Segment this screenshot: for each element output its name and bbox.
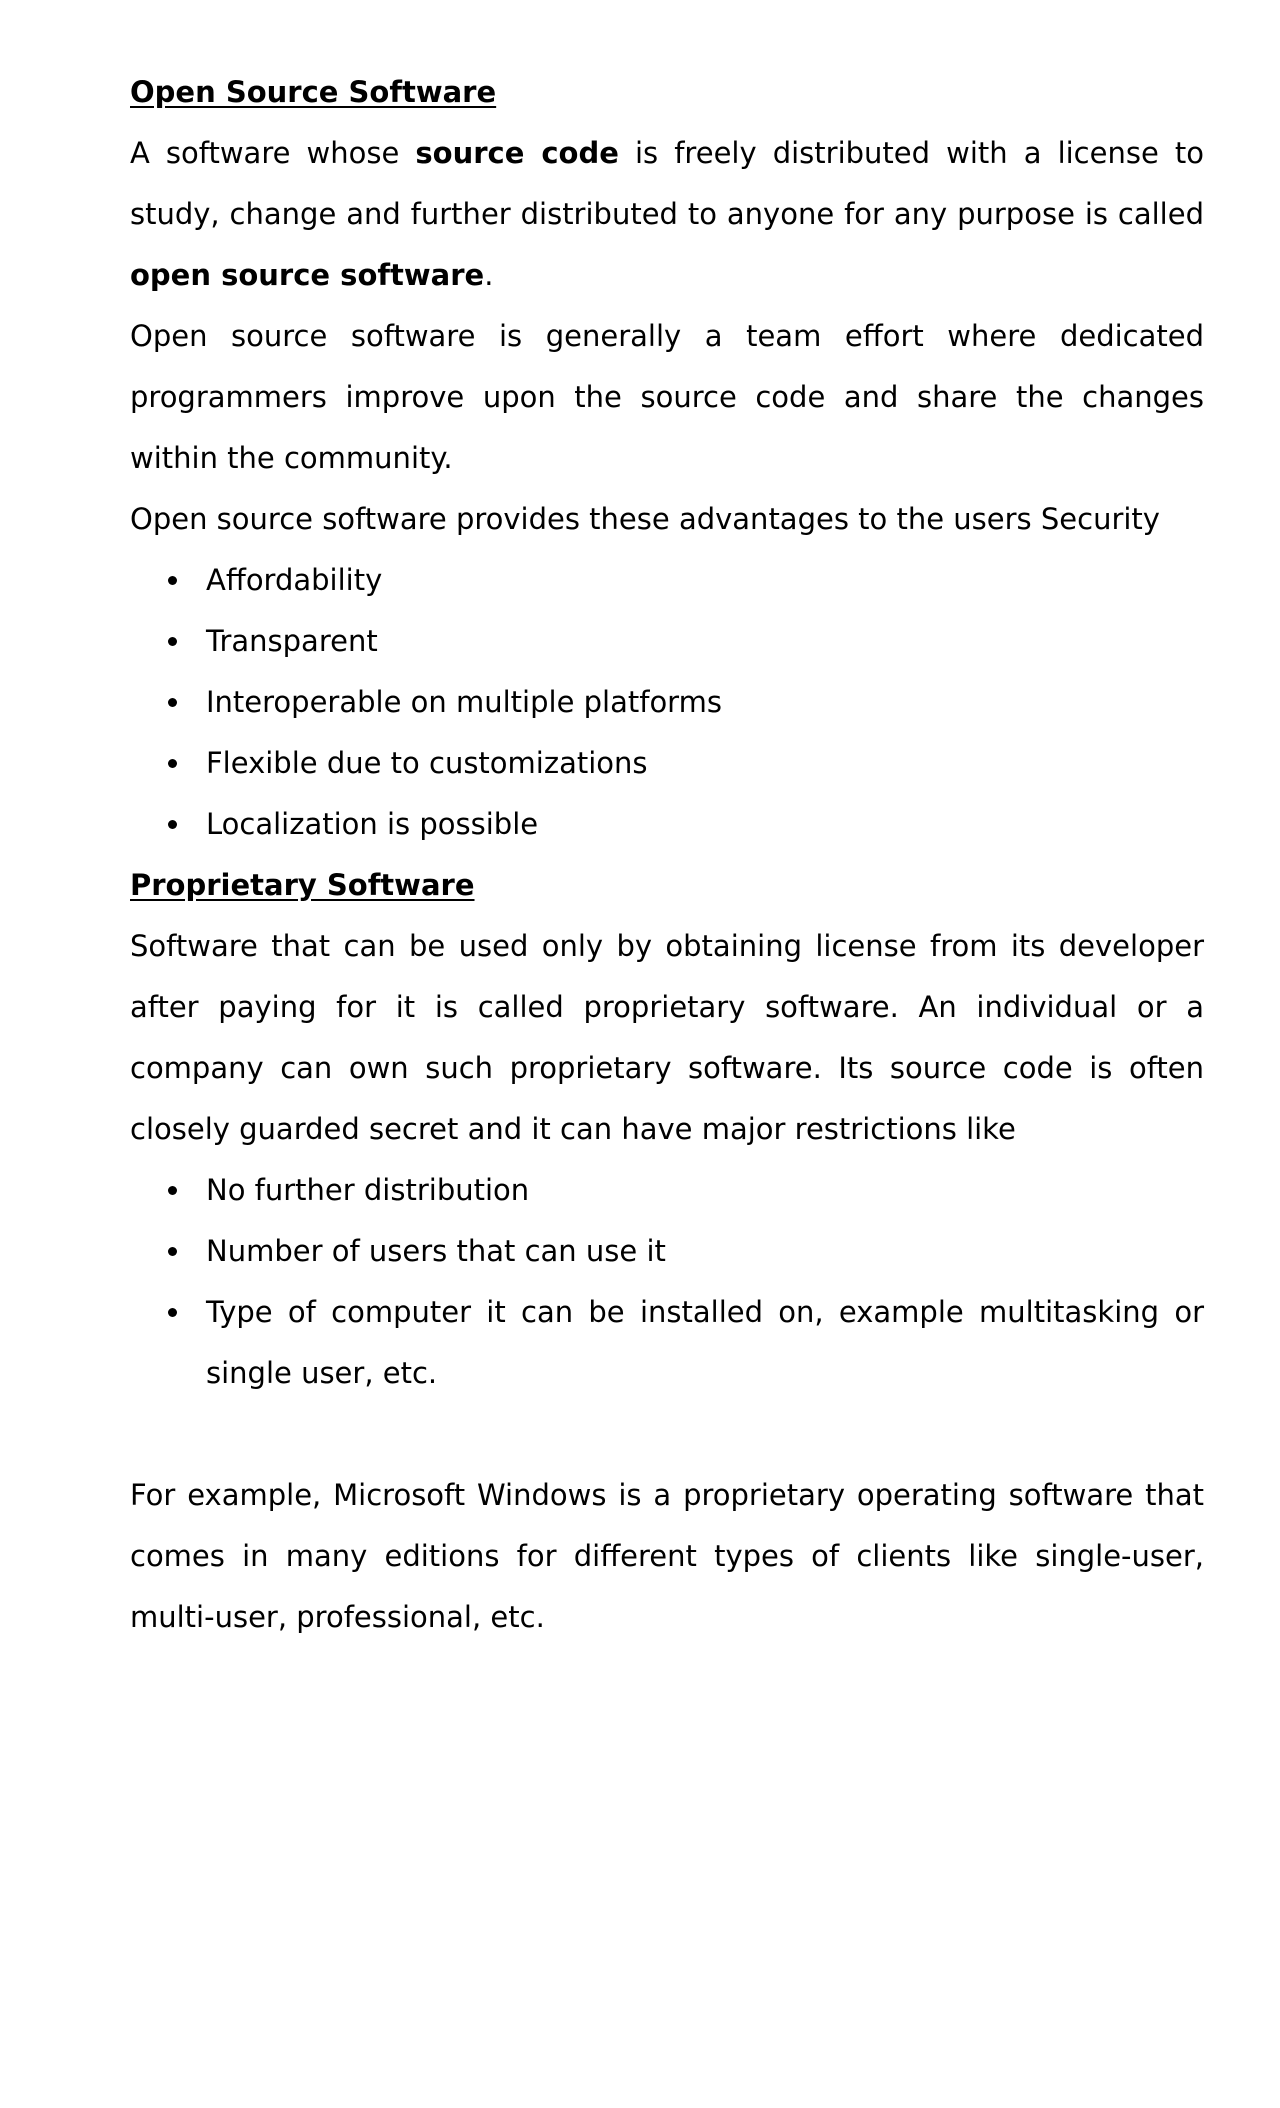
restrictions-list [130, 1160, 1204, 1404]
list-item-text: No further distribution [206, 1173, 530, 1207]
list-item-text: Localization is possible [206, 807, 539, 841]
list-item [206, 1221, 1204, 1282]
bullet-icon [168, 576, 177, 585]
bullet-icon [168, 698, 177, 707]
bullet-icon [168, 1186, 177, 1195]
list-item-text: Transparent [206, 624, 378, 658]
text-run: . [484, 258, 494, 292]
text-run: is freely distributed with a license to study, change and further distributed to anyone for any purpose is called [130, 136, 1204, 231]
paragraph-open-source-definition [130, 123, 1204, 306]
advantages-list [130, 550, 1204, 855]
list-item [206, 611, 1204, 672]
bold-term-open-source-software: open source software [130, 258, 485, 292]
list-item [206, 794, 1204, 855]
list-item [206, 1160, 1204, 1221]
blank-line [130, 1404, 1204, 1465]
bold-term-source-code: source code [415, 136, 619, 170]
bullet-icon [168, 759, 177, 768]
paragraph-team-effort: Open source software is generally a team effort where dedicated programmers improve upon the source code and share the changes within the community. [130, 319, 1204, 475]
paragraph-windows-example: For example, Microsoft Windows is a proprietary operating software that comes in many editions for different types of clients like single-user, multi-user, professional, etc. [130, 1478, 1204, 1634]
paragraph-proprietary-definition: Software that can be used only by obtaining license from its developer after paying for it is called proprietary software. An individual or a company can own such proprietary software. Its source code is often closely guarded secret and it can have major restrictions like [130, 929, 1204, 1146]
list-item-text: Interoperable on multiple platforms [206, 685, 722, 719]
list-item-text: Number of users that can use it [206, 1234, 666, 1268]
bullet-icon [168, 1308, 177, 1317]
heading-open-source-software: Open Source Software [130, 75, 497, 109]
list-item [206, 733, 1204, 794]
list-item-text: Affordability [206, 563, 383, 597]
bullet-icon [168, 820, 177, 829]
paragraph-advantages-intro: Open source software provides these advantages to the users Security [130, 502, 1160, 536]
bullet-icon [168, 637, 177, 646]
text-run: A software whose [130, 136, 416, 170]
list-item-text: Flexible due to customizations [206, 746, 648, 780]
bullet-icon [168, 1247, 177, 1256]
list-item-text: Type of computer it can be installed on, example multitasking or single user, etc. [206, 1295, 1204, 1390]
list-item [206, 1282, 1204, 1404]
list-item [206, 550, 1204, 611]
heading-proprietary-software: Proprietary Software [130, 868, 475, 902]
list-item [206, 672, 1204, 733]
document-page [130, 62, 1204, 1648]
